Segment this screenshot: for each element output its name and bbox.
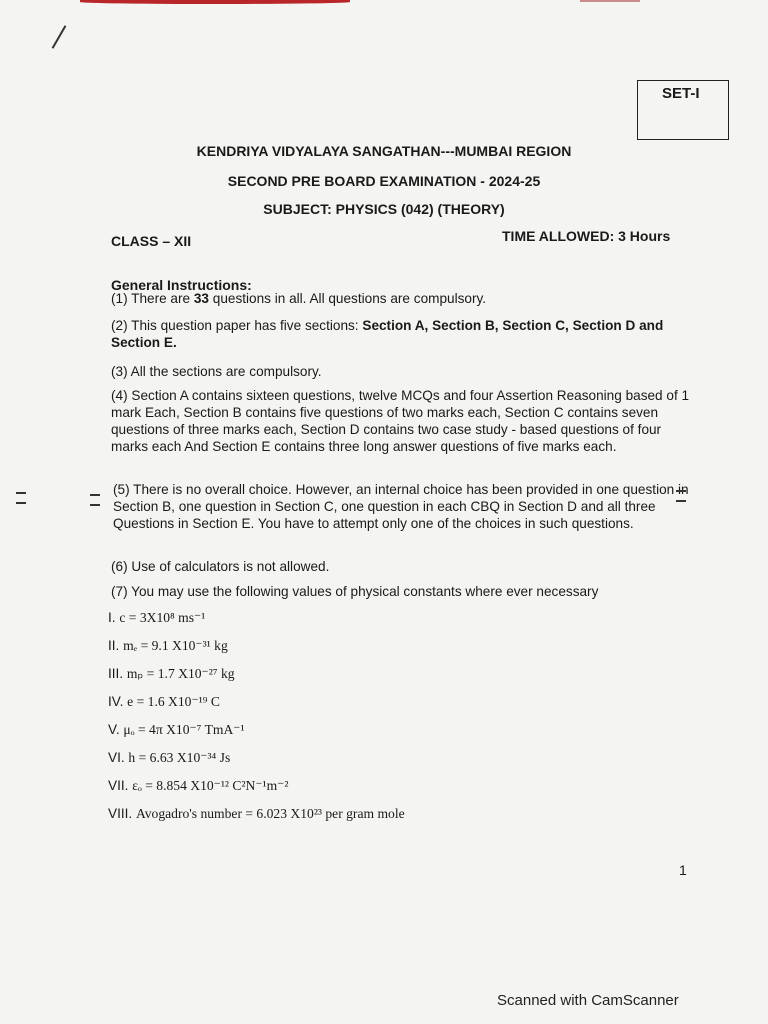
instruction-3: (3) All the sections are compulsory. — [111, 364, 322, 379]
constant-label: VII. — [108, 778, 133, 793]
constant-h — [108, 750, 230, 766]
instruction-1 — [111, 290, 691, 307]
constant-expr: mₑ = 9.1 X10⁻³¹ kg — [123, 638, 228, 653]
instruction-2 — [111, 317, 691, 351]
constant-label: III. — [108, 666, 127, 681]
constant-expr: mₚ = 1.7 X10⁻²⁷ kg — [126, 666, 235, 681]
exam-heading: SECOND PRE BOARD EXAMINATION - 2024-25 — [227, 173, 541, 189]
instruction-2-text: (2) This question paper has five sections: — [111, 318, 363, 333]
constant-mp — [108, 666, 235, 682]
constant-avogadro — [108, 806, 405, 822]
instruction-6: (6) Use of calculators is not allowed. — [111, 559, 330, 574]
pen-mark — [52, 25, 67, 49]
constant-expr: c = 3X10⁸ ms⁻¹ — [119, 610, 206, 625]
scan-edge-mark — [80, 0, 350, 4]
instruction-4: (4) Section A contains sixteen questions, twelve MCQs and four Assertion Reasoning based of 1 mark Each, Section B contains five questions of two marks each, Section C contains seven questions of three marks each, Section D contains two case study - based questions of four marks each And Section E contains three long answer questions of five marks each. — [111, 388, 690, 454]
instruction-1-rest: questions in all. All questions are compulsory. — [208, 291, 487, 306]
instruction-5: (5) There is no overall choice. However, an internal choice has been provided in one question in Section B, one question in Section C, one question in each CBQ in Section D and all three Questions in Section E. You have to attempt only one of the choices in such questions. — [113, 482, 689, 531]
constant-expr: h = 6.63 X10⁻³⁴ Js — [128, 750, 231, 765]
constant-label: II. — [108, 638, 124, 653]
set-box — [637, 80, 729, 140]
constant-label: VIII. — [108, 806, 136, 821]
constant-c — [108, 610, 205, 626]
constant-expr: e = 1.6 X10⁻¹⁹ C — [127, 694, 220, 709]
class-label: CLASS – XII — [111, 233, 192, 249]
subject-heading: SUBJECT: PHYSICS (042) (THEORY) — [263, 201, 505, 217]
page-number: 1 — [679, 862, 687, 878]
set-label: SET-I — [662, 85, 700, 102]
constant-expr: εₒ = 8.854 X10⁻¹² C²N⁻¹m⁻² — [132, 778, 289, 793]
constant-eps0 — [108, 778, 288, 794]
scanner-watermark: Scanned with CamScanner — [497, 992, 679, 1009]
instructions-title: General Instructions: — [111, 277, 252, 293]
question-count: 33 — [193, 291, 209, 306]
constant-expr: Avogadro's number = 6.023 X10²³ per gram mole — [135, 806, 405, 821]
staple-mark — [16, 492, 26, 504]
staple-mark — [676, 490, 686, 502]
constant-me — [108, 638, 228, 654]
constant-mu0 — [108, 722, 245, 738]
constant-label: IV. — [108, 694, 128, 709]
constant-expr: μₒ = 4π X10⁻⁷ TmA⁻¹ — [123, 722, 245, 737]
time-allowed: TIME ALLOWED: 3 Hours — [502, 228, 671, 244]
constant-label: I. — [108, 610, 120, 625]
section-list: Section A, Section B, Section C, Section D and Section E. — [111, 318, 664, 350]
org-heading: KENDRIYA VIDYALAYA SANGATHAN---MUMBAI REGION — [196, 143, 572, 159]
staple-mark — [90, 494, 100, 506]
instruction-1-text: (1) There are — [111, 291, 194, 306]
constant-e — [108, 694, 220, 710]
constant-label: VI. — [108, 750, 129, 765]
instruction-7: (7) You may use the following values of physical constants where ever necessary — [111, 584, 599, 599]
constant-label: V. — [108, 722, 124, 737]
scan-edge-mark — [580, 0, 640, 2]
